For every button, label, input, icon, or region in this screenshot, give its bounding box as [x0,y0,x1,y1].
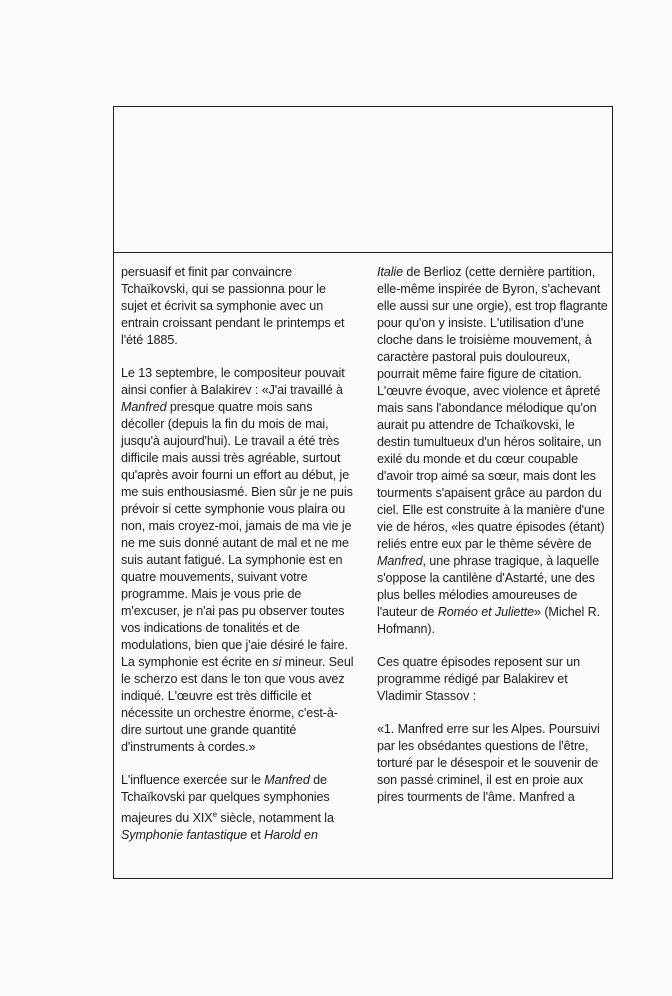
paragraph: Le 13 septembre, le compositeur pouvait ainsi confier à Balakirev : «J'ai travaillé à Manfred presque quatre mois sans décoller (depuis la fin du mois de mai, jusqu'à aujourd'hui). Le travail a été très difficile mais aussi très agréable, surtout qu'après avoir fourni un effort au début, je me suis enthousiasmé. Bien sûr je ne puis prévoir si cette symphonie vous plaira ou non, mais croyez-moi, jamais de ma vie je ne me suis donné autant de mal et ne me suis autant fatigué. La symphonie est en quatre mouvements, suivant votre programme. Mais je vous prie de m'excuser, je n'ai pas pu observer toutes vos indications de tonalités et de modulations, bien que j'aie désiré le faire. La symphonie est écrite en si mineur. Seul le scherzo est dans le ton que vous avez indiqué. L'œuvre est très difficile et nécessite un orchestre énorme, c'est-à-dire surtout une grande quantité d'instruments à cordes.» [121,366,354,754]
paragraph: Italie de Berlioz (cette dernière partition, elle-même inspirée de Byron, s'achevant elle aussi sur une orgie), est trop flagrante pour qu'on y insiste. L'utilisation d'une cloche dans le troisième mouvement, à caractère pastoral puis douloureux, pourrait même faire figure de citation. L'œuvre évoque, avec violence et âpreté mais sans l'abondance mélodique qu'on aurait pu attendre de Tchaïkovski, le destin tumultueux d'un héros solitaire, un exilé du monde et du cœur coupable d'avoir trop aimé sa sœur, mais dont les tourments s'apaisent grâce au pardon du ciel. Elle est construite à la manière d'une vie de héros, «les quatre épisodes (étant) reliés entre eux par le thème sévère de Manfred, une phrase tragique, à laquelle s'oppose la cantilène d'Astarté, une des plus belles mélodies amoureuses de l'auteur de Roméo et Juliette» (Michel R. Hofmann). [377,265,608,636]
paragraph: «1. Manfred erre sur les Alpes. Poursuivi par les obsédantes questions de l'être, torturé par le désespoir et le souvenir de son passé criminel, il est en proie aux pires tourments de l'âme. Manfred a [377,722,600,804]
paragraph: L'influence exercée sur le Manfred de Tchaïkovski par quelques symphonies majeures du XIXe siècle, notamment la Symphonie fantastique et Harold en [121,773,334,843]
left-column [121,264,355,844]
paragraph: persuasif et finit par convaincre Tchaïkovski, qui se passionna pour le sujet et écrivit sa symphonie avec un entrain croissant pendant le printemps et l'été 1885. [121,265,345,347]
right-column [377,264,611,806]
page-frame [113,106,613,879]
image-placeholder-box [114,107,612,253]
paragraph: Ces quatre épisodes reposent sur un programme rédigé par Balakirev et Vladimir Stassov : [377,655,581,703]
